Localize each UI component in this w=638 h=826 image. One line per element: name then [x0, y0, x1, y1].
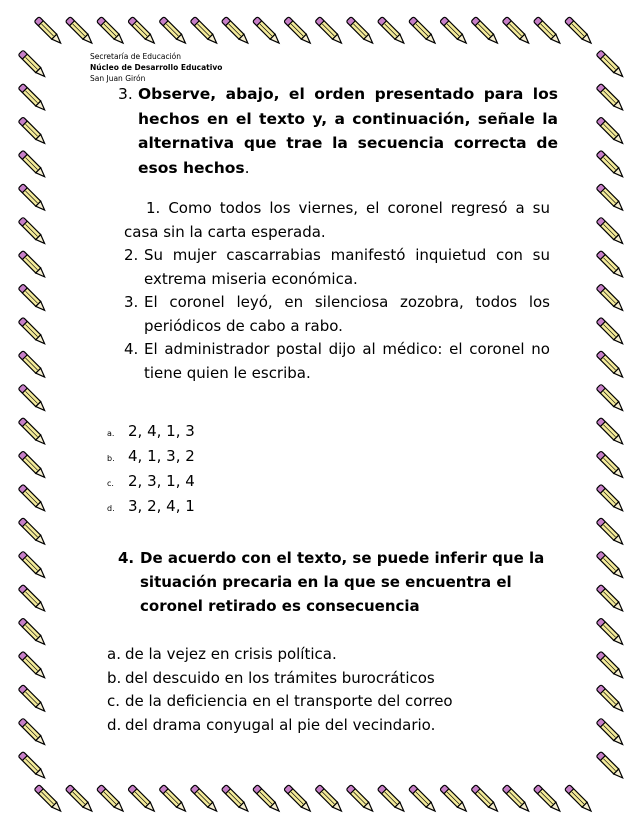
option-letter: a.	[107, 645, 121, 663]
pencil-icon	[97, 17, 126, 46]
event-item	[124, 197, 550, 244]
pencil-icon	[346, 785, 375, 814]
question-4-text: De acuerdo con el texto, se puede inferir que la situación precaria en la que se encuentra el coronel retirado es consecuencia	[140, 549, 545, 615]
pencil-icon	[190, 785, 219, 814]
pencil-icon	[596, 317, 625, 346]
option-text: de la deficiencia en el transporte del correo	[125, 692, 453, 711]
question-3	[118, 82, 558, 180]
pencil-icon	[18, 184, 47, 213]
pencil-icon	[533, 17, 562, 46]
option-text: 4, 1, 3, 2	[128, 447, 195, 465]
pencil-icon	[18, 50, 47, 79]
question-4-number: 4.	[118, 549, 135, 567]
pencil-icon	[440, 785, 469, 814]
question-3-number: 3.	[118, 85, 133, 103]
event-item	[124, 244, 550, 291]
pencil-icon	[596, 83, 625, 112]
pencil-icon	[159, 785, 188, 814]
pencil-icon	[34, 17, 63, 46]
pencil-icon	[18, 518, 47, 547]
pencil-icon	[18, 551, 47, 580]
pencil-icon	[596, 150, 625, 179]
event-text-1	[124, 197, 550, 244]
pencil-icon	[409, 785, 438, 814]
pencil-icon	[596, 484, 625, 513]
question-3-period: .	[244, 158, 250, 177]
event-text-4: El administrador postal dijo al médico: el coronel no tiene quien le escriba.	[144, 340, 550, 382]
pencil-icon	[533, 785, 562, 814]
pencil-icon	[315, 785, 344, 814]
pencil-icon	[18, 150, 47, 179]
pencil-icon	[596, 685, 625, 714]
option-letter: b.	[107, 668, 122, 687]
option-text: de la vejez en crisis política.	[125, 645, 337, 663]
event-item	[124, 338, 550, 385]
pencil-icon	[18, 250, 47, 279]
pencil-icon	[128, 785, 157, 814]
pencil-icon	[18, 217, 47, 246]
pencil-icon	[596, 518, 625, 547]
pencil-icon	[471, 17, 500, 46]
pencil-icon	[596, 751, 625, 780]
pencil-icon	[18, 718, 47, 747]
pencil-icon	[596, 451, 625, 480]
pencil-icon	[18, 351, 47, 380]
institution-header	[90, 51, 222, 84]
pencil-icon	[18, 751, 47, 780]
question-3-text	[138, 82, 558, 180]
pencil-icon	[471, 785, 500, 814]
option-d[interactable]	[107, 495, 195, 520]
pencil-icon	[34, 785, 63, 814]
pencil-icon	[596, 250, 625, 279]
pencil-icon	[159, 17, 188, 46]
header-location: San Juan Girón	[90, 74, 146, 83]
pencil-icon	[284, 785, 313, 814]
pencil-icon	[18, 451, 47, 480]
option-text: 3, 2, 4, 1	[128, 497, 195, 515]
pencil-icon	[18, 584, 47, 613]
question-4-options	[107, 643, 453, 737]
pencil-icon	[596, 651, 625, 680]
option-letter: d.	[107, 504, 115, 513]
pencil-icon	[18, 618, 47, 647]
option-letter: b.	[107, 454, 115, 463]
option-letter: c.	[107, 479, 114, 488]
pencil-icon	[18, 685, 47, 714]
header-nucleo: Núcleo de Desarrollo Educativo	[90, 63, 223, 72]
pencil-icon	[596, 718, 625, 747]
pencil-icon	[18, 417, 47, 446]
option-a[interactable]	[107, 643, 453, 667]
pencil-icon	[18, 384, 47, 413]
pencil-icon	[596, 618, 625, 647]
option-b[interactable]	[107, 667, 453, 691]
pencil-icon	[596, 417, 625, 446]
pencil-icon	[596, 184, 625, 213]
pencil-icon	[596, 217, 625, 246]
pencil-icon	[65, 785, 94, 814]
option-c[interactable]	[107, 470, 195, 495]
pencil-icon	[596, 584, 625, 613]
option-text: 2, 3, 1, 4	[128, 472, 195, 490]
event-item	[124, 291, 550, 338]
event-number: 3.	[124, 293, 139, 311]
pencil-icon	[596, 284, 625, 313]
event-number: 4.	[124, 340, 139, 358]
option-d[interactable]	[107, 714, 453, 738]
pencil-icon	[596, 551, 625, 580]
option-text: 2, 4, 1, 3	[128, 422, 195, 440]
pencil-icon	[65, 17, 94, 46]
option-b[interactable]	[107, 445, 195, 470]
pencil-icon	[18, 484, 47, 513]
event-number: 2.	[124, 246, 139, 264]
event-number: 1.	[146, 199, 161, 217]
pencil-icon	[596, 50, 625, 79]
pencil-icon	[596, 351, 625, 380]
event-text-2: Su mujer cascarrabias manifestó inquietud con su extrema miseria económica.	[144, 246, 550, 288]
option-text: del descuido en los trámites burocráticos	[125, 668, 435, 687]
pencil-icon	[315, 17, 344, 46]
pencil-icon	[565, 785, 594, 814]
event-text-3: El coronel leyó, en silenciosa zozobra, todos los periódicos de cabo a rabo.	[144, 293, 550, 335]
pencil-icon	[18, 117, 47, 146]
pencil-icon	[565, 17, 594, 46]
question-3-options	[107, 420, 195, 520]
pencil-icon	[221, 17, 250, 46]
pencil-icon	[440, 17, 469, 46]
pencil-icon	[596, 117, 625, 146]
pencil-icon	[221, 785, 250, 814]
option-a[interactable]	[107, 420, 195, 445]
option-letter: c.	[107, 692, 121, 711]
pencil-icon	[128, 17, 157, 46]
pencil-icon	[190, 17, 219, 46]
pencil-icon	[346, 17, 375, 46]
pencil-icon	[253, 17, 282, 46]
pencil-icon	[377, 785, 406, 814]
option-letter: a.	[107, 429, 115, 438]
pencil-icon	[502, 17, 531, 46]
pencil-icon	[18, 317, 47, 346]
pencil-icon	[377, 17, 406, 46]
pencil-icon	[253, 785, 282, 814]
events-list	[124, 197, 550, 385]
pencil-icon	[18, 284, 47, 313]
pencil-icon	[18, 83, 47, 112]
event-description: Como todos los viernes, el coronel regresó a su casa sin la carta esperada.	[124, 199, 550, 241]
pencil-icon	[18, 651, 47, 680]
header-secretaria: Secretaría de Educación	[90, 52, 181, 61]
option-c[interactable]	[107, 690, 453, 714]
pencil-icon	[596, 384, 625, 413]
option-letter: d.	[107, 715, 122, 734]
pencil-icon	[409, 17, 438, 46]
pencil-icon	[502, 785, 531, 814]
pencil-icon	[284, 17, 313, 46]
question-3-prompt: Observe, abajo, el orden presentado para los hechos en el texto y, a continuación, señale la alternativa que trae la secuencia correcta de esos hechos	[138, 85, 558, 177]
pencil-icon	[97, 785, 126, 814]
option-text: del drama conyugal al pie del vecindario.	[125, 715, 436, 734]
question-4	[118, 546, 548, 618]
